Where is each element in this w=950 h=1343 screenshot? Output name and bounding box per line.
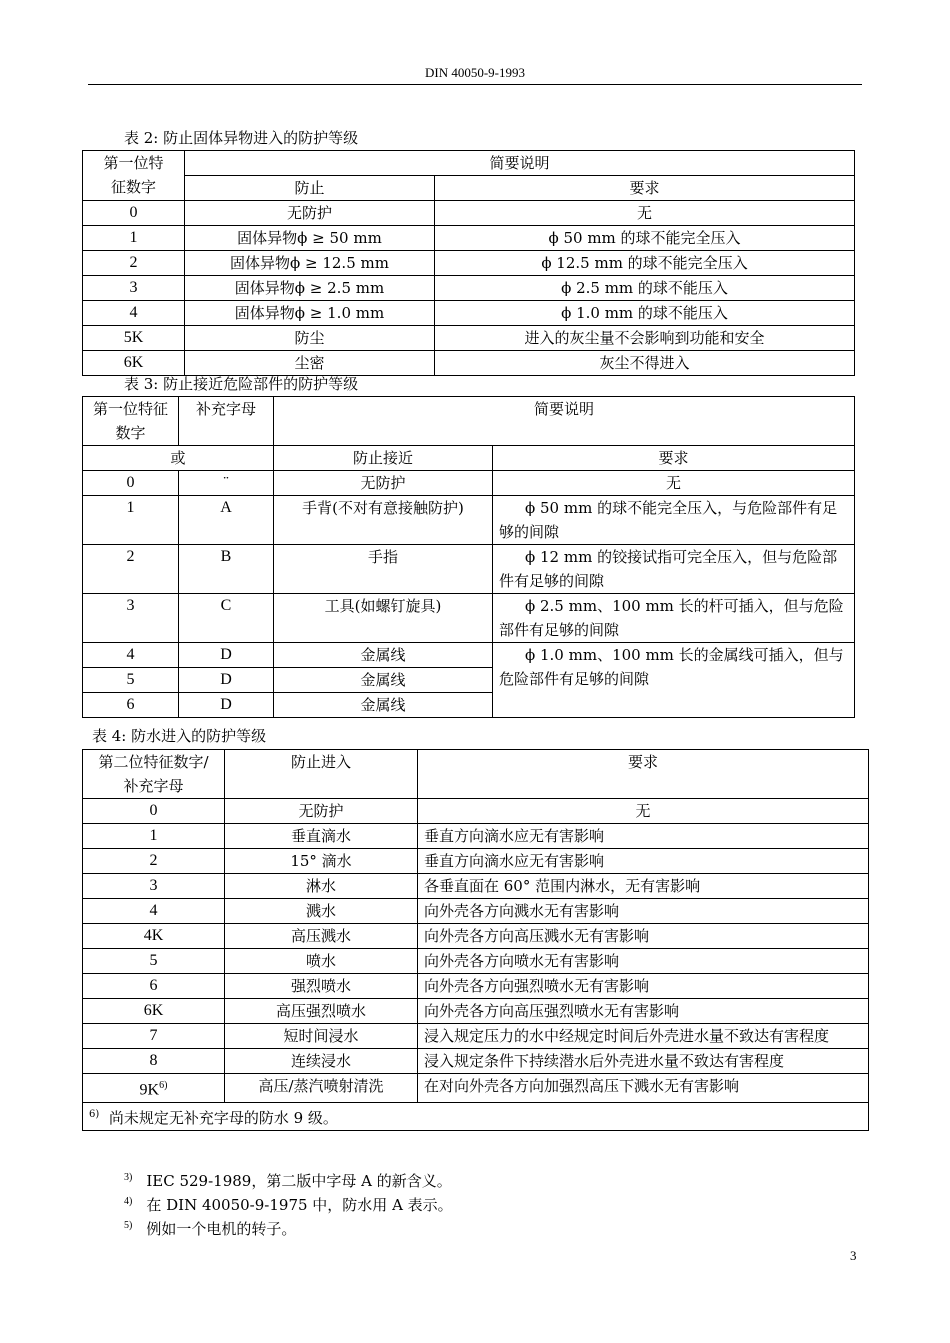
table-row: [83, 545, 855, 594]
cell: 进入的灰尘量不会影响到功能和安全: [435, 326, 855, 351]
footnote-mark: 3): [124, 1172, 133, 1183]
footnote-text: 例如一个电机的转子。: [146, 1220, 297, 1238]
table-row: [83, 496, 855, 545]
footnote-text: IEC 529-1989，第二版中字母 A 的新含义。: [146, 1172, 452, 1190]
cell: 15° 滴水: [225, 849, 418, 874]
cell: 高压/蒸汽喷射清洗: [225, 1074, 418, 1103]
cell: 尘密: [185, 351, 435, 376]
table-row: [83, 594, 855, 643]
table-row: [83, 799, 869, 824]
table4-col2-header: 防止进入: [225, 750, 418, 799]
footnote-mark: 4): [124, 1196, 133, 1207]
cell: 无: [435, 201, 855, 226]
cell: 1: [83, 496, 179, 545]
cell: 4: [83, 643, 179, 668]
cell: 浸入规定条件下持续潜水后外壳进水量不致达有害程度: [418, 1049, 869, 1074]
table3: [82, 396, 855, 718]
table-row: [83, 924, 869, 949]
footnote-mark: 5): [124, 1220, 133, 1231]
table4-col3-header: 要求: [418, 750, 869, 799]
table4: [82, 749, 869, 1131]
cell: 5K: [83, 326, 185, 351]
cell: 向外壳各方向高压强烈喷水无有害影响: [418, 999, 869, 1024]
cell: 4: [83, 301, 185, 326]
cell: 垂直滴水: [225, 824, 418, 849]
cell: 2: [83, 251, 185, 276]
table-row: [83, 643, 855, 668]
cell: 手背(不对有意接触防护): [274, 496, 493, 545]
running-header: DIN 40050-9-1993: [88, 62, 862, 85]
cell: 垂直方向滴水应无有害影响: [418, 849, 869, 874]
cell: 向外壳各方向强烈喷水无有害影响: [418, 974, 869, 999]
cell: 金属线: [274, 668, 493, 693]
cell: 8: [83, 1049, 225, 1074]
table4-footnote: [83, 1103, 869, 1131]
cell: 在对向外壳各方向加强烈高压下溅水无有害影响: [418, 1074, 869, 1103]
cell: 固体异物ϕ ≥ 1.0 mm: [185, 301, 435, 326]
cell: 各垂直面在 60° 范围内淋水，无有害影响: [418, 874, 869, 899]
table4-caption: 表 4: 防水进入的防护等级: [92, 727, 267, 745]
cell: D: [179, 693, 274, 718]
cell: 淋水: [225, 874, 418, 899]
cell: 强烈喷水: [225, 974, 418, 999]
table2-caption: 表 2: 防止固体异物进入的防护等级: [124, 129, 359, 147]
cell: 灰尘不得进入: [435, 351, 855, 376]
table-row: [83, 1074, 869, 1103]
cell: 无防护: [274, 471, 493, 496]
table3-col4-header: 要求: [493, 446, 855, 471]
cell: 6K: [83, 351, 185, 376]
table2-col3-header: 要求: [435, 176, 855, 201]
cell: D: [179, 643, 274, 668]
table-row: [83, 949, 869, 974]
cell: ϕ 50 mm 的球不能完全压入，与危险部件有足够的间隙: [493, 496, 855, 545]
cell: ϕ 50 mm 的球不能完全压入: [435, 226, 855, 251]
footnote: [124, 1192, 453, 1215]
footnote-mark: 6): [89, 1109, 100, 1121]
cell: 3: [83, 594, 179, 643]
table-row: [83, 874, 869, 899]
footnote-ref: 6): [159, 1080, 168, 1091]
table-row: [83, 1024, 869, 1049]
cell: 向外壳各方向溅水无有害影响: [418, 899, 869, 924]
cell: 高压强烈喷水: [225, 999, 418, 1024]
cell: 0: [83, 201, 185, 226]
cell: 向外壳各方向喷水无有害影响: [418, 949, 869, 974]
table-row: [83, 326, 855, 351]
cell: 无: [418, 799, 869, 824]
table2: [82, 150, 855, 376]
cell: 2: [83, 849, 225, 874]
table2-group-header: 简要说明: [185, 151, 855, 176]
cell: 工具(如螺钉旋具): [274, 594, 493, 643]
cell: ϕ 2.5 mm、100 mm 长的杆可插入，但与危险部件有足够的间隙: [493, 594, 855, 643]
footnote: [124, 1216, 296, 1239]
table-row: [83, 999, 869, 1024]
cell: 向外壳各方向高压溅水无有害影响: [418, 924, 869, 949]
cell: 无防护: [185, 201, 435, 226]
table-row: [83, 849, 869, 874]
cell: 手指: [274, 545, 493, 594]
table-row: [83, 899, 869, 924]
cell: 连续浸水: [225, 1049, 418, 1074]
cell: 4K: [83, 924, 225, 949]
cell: 2: [83, 545, 179, 594]
cell: C: [179, 594, 274, 643]
cell: 6: [83, 693, 179, 718]
table3-col3-header: 防止接近: [274, 446, 493, 471]
cell: 防尘: [185, 326, 435, 351]
table-row: [83, 824, 869, 849]
cell: 6K: [83, 999, 225, 1024]
cell: 垂直方向滴水应无有害影响: [418, 824, 869, 849]
cell: [83, 1074, 225, 1103]
table3-col1-header: 第一位特征数字: [83, 397, 179, 446]
table-row: [83, 351, 855, 376]
table2-col1-header: 第一位特征数字: [83, 151, 185, 201]
cell: 固体异物ϕ ≥ 50 mm: [185, 226, 435, 251]
cell: 1: [83, 824, 225, 849]
table2-col2-header: 防止: [185, 176, 435, 201]
cell: 6: [83, 974, 225, 999]
cell: B: [179, 545, 274, 594]
footnote: [124, 1168, 452, 1191]
table-row: [83, 251, 855, 276]
table4-col1-header: 第二位特征数字/补充字母: [83, 750, 225, 799]
cell: 浸入规定压力的水中经规定时间后外壳进水量不致达有害程度: [418, 1024, 869, 1049]
cell: 短时间浸水: [225, 1024, 418, 1049]
table-row: [83, 201, 855, 226]
cell: A: [179, 496, 274, 545]
table-row: [83, 301, 855, 326]
cell: ϕ 1.0 mm、100 mm 长的金属线可插入，但与危险部件有足够的间隙: [493, 643, 855, 718]
table3-group-header: 简要说明: [274, 397, 855, 446]
table-row: [83, 226, 855, 251]
cell: 5: [83, 949, 225, 974]
table-footnote-row: [83, 1103, 869, 1131]
table3-or-label: 或: [83, 446, 274, 471]
row-label: 9K: [139, 1081, 160, 1099]
footnote-text: 尚未规定无补充字母的防水 9 级。: [108, 1109, 338, 1128]
cell: 固体异物ϕ ≥ 2.5 mm: [185, 276, 435, 301]
table-row: [83, 1049, 869, 1074]
cell: 金属线: [274, 693, 493, 718]
cell: ϕ 12 mm 的铰接试指可完全压入，但与危险部件有足够的间隙: [493, 545, 855, 594]
cell: ϕ 2.5 mm 的球不能压入: [435, 276, 855, 301]
cell: 1: [83, 226, 185, 251]
cell: 无: [493, 471, 855, 496]
footnote-text: 在 DIN 40050-9-1975 中，防水用 A 表示。: [146, 1196, 453, 1214]
cell: D: [179, 668, 274, 693]
cell: 无防护: [225, 799, 418, 824]
table-row: [83, 974, 869, 999]
cell: ϕ 12.5 mm 的球不能完全压入: [435, 251, 855, 276]
cell: 金属线: [274, 643, 493, 668]
table3-col2-header: 补充字母: [179, 397, 274, 446]
cell: 喷水: [225, 949, 418, 974]
cell: 0: [83, 471, 179, 496]
table3-caption: 表 3: 防止接近危险部件的防护等级: [124, 375, 359, 393]
cell: 5: [83, 668, 179, 693]
cell: 固体异物ϕ ≥ 12.5 mm: [185, 251, 435, 276]
table-row: [83, 471, 855, 496]
cell: ¨: [179, 471, 274, 496]
page-number: 3: [850, 1248, 857, 1263]
cell: ϕ 1.0 mm 的球不能压入: [435, 301, 855, 326]
cell: 高压溅水: [225, 924, 418, 949]
cell: 3: [83, 874, 225, 899]
cell: 0: [83, 799, 225, 824]
cell: 溅水: [225, 899, 418, 924]
cell: 3: [83, 276, 185, 301]
cell: 7: [83, 1024, 225, 1049]
table-row: [83, 276, 855, 301]
cell: 4: [83, 899, 225, 924]
